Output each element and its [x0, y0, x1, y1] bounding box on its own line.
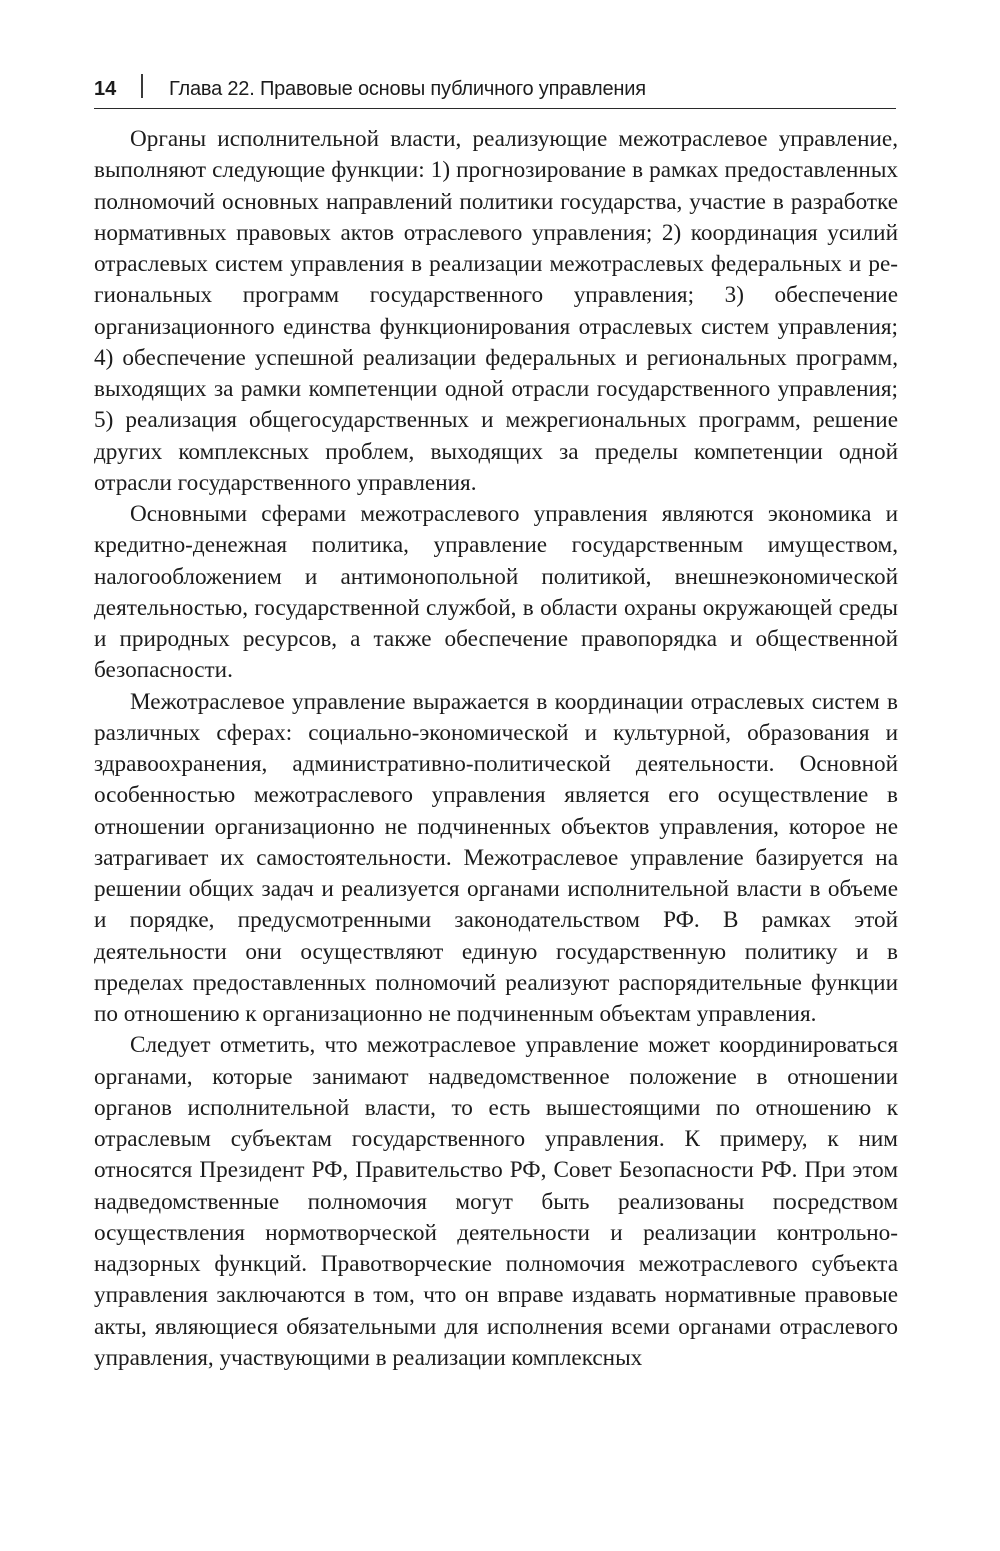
- paragraph-spheres: Основными сферами межотраслевого управления являются экономика и кредитно-денежная политика, управление государственным имуществом, налогообложением и антимонопольной политикой, внешнеэкономической деятельностью, государственной службой, в области охраны окружающей среды и природных ресурсов, а также обеспечение правопорядка и общественной безопасности.: [94, 501, 898, 684]
- paragraph-functions: Органы исполнительной власти, реализующие межотраслевое управление, выполняют следующие функции: 1) прогнозирование в рамках предоставленных полномочий основных направлений политики государства, участие в разработке нормативных правовых актов отраслевого управления; 2) координация усилий отраслевых систем управления в реализации межотраслевых федеральных и региональных программ государственного управления; 3) обеспечение организационного единства функционирования отраслевых систем управления; 4) обеспечение успешной реализации федеральных и региональных программ, выходящих за рамки компетенции одной отрасли государственного управления; 5) реализация общегосударственных и межрегиональных программ, решение других комплексных проблем, выходящих за пределы компетенции одной отрасли государственного управления.: [94, 126, 898, 496]
- paragraph-coordination: Межотраслевое управление выражается в координации отраслевых систем в различных сферах: социально-экономической и культурной, образования и здравоохранения, административно-политической деятельности. Основной особенностью межотраслевого управления является его осуществление в отношении организационно не подчиненных объектов управления, которое не затрагивает их самостоятельности. Межотраслевое управление базируется на решении общих задач и реализуется органами исполнительной власти в объеме и порядке, предусмотренными законодательством РФ. В рамках этой деятельности они осуществляют единую государственную политику и в пределах предоставленных полномочий реализуют распорядительные функции по отношению к организационно не подчиненным объектам управления.: [94, 688, 898, 1027]
- running-header: [94, 68, 896, 109]
- chapter-title: Глава 22. Правовые основы публичного управления: [169, 78, 646, 100]
- paragraph-supradepartmental: Следует отметить, что межотраслевое управление может координироваться органами, которые занимают надведомственное положение в отношении органов исполнительной власти, то есть вышестоящими по отношению к отраслевым субъектам государственного управления. К примеру, к ним относятся Президент РФ, Правительство РФ, Совет Безопасности РФ. При этом надведомственные полномочия могут быть реализованы посредством осуществления нормотворческой деятельности и реализации контрольно-надзорных функций. Правотворческие полномочия межотраслевого субъекта управления заключаются в том, что он вправе издавать нормативные правовые акты, являющиеся обязательными для исполнения всеми органами отраслевого управления, участвующими в реализации комплексных: [94, 1032, 898, 1371]
- body-text: [94, 124, 898, 1374]
- header-separator: [141, 74, 143, 98]
- page-number: 14: [94, 78, 117, 100]
